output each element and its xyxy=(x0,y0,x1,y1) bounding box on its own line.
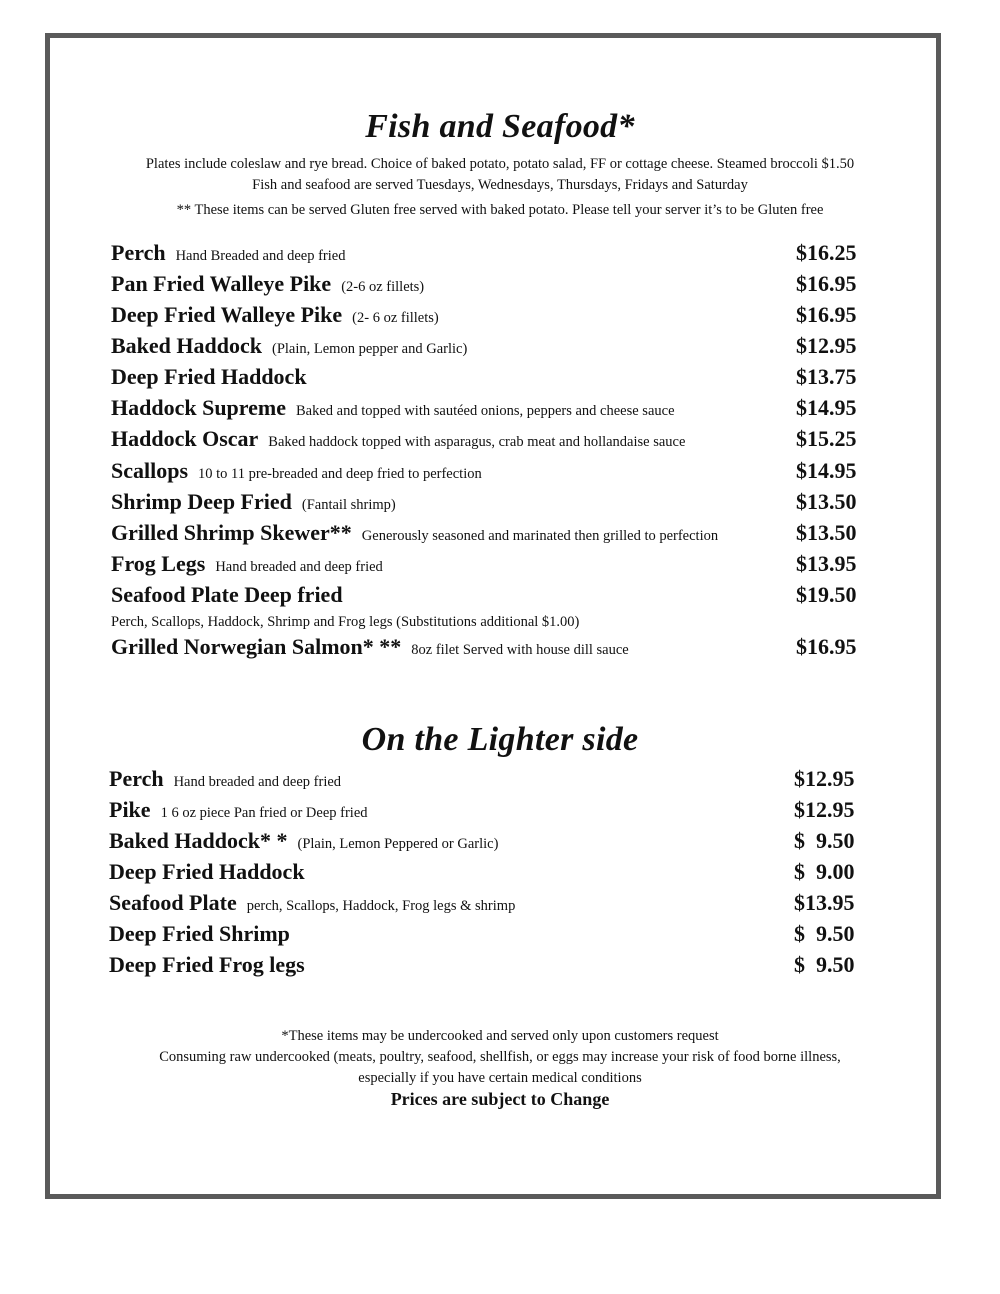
item-name: Baked Haddock* * xyxy=(109,828,288,853)
item-description: (Fantail shrimp) xyxy=(301,497,396,513)
item-description: Hand Breaded and deep fried xyxy=(175,248,346,264)
undercooked-disclaimer: *These items may be undercooked and served only upon customers request xyxy=(281,1028,719,1044)
menu-item-grilled-norwegian-salmon xyxy=(111,634,866,664)
seafood-plate-subnote: Perch, Scallops, Haddock, Shrimp and Frog legs (Substitutions additional $1.00) xyxy=(111,614,580,630)
item-name: Frog Legs xyxy=(111,551,206,576)
item-description: 8oz filet Served with house dill sauce xyxy=(411,642,629,658)
menu-item-pan-fried-walleye-pike xyxy=(111,271,866,301)
item-price: $12.95 xyxy=(794,766,855,791)
menu-item-seafood-plate-deep-fried xyxy=(111,582,866,612)
menu-item-deep-fried-walleye-pike xyxy=(111,302,866,332)
item-description: 10 to 11 pre-breaded and deep fried to perfection xyxy=(198,466,482,482)
light-item-perch xyxy=(109,766,864,796)
item-description: (2- 6 oz fillets) xyxy=(352,310,439,326)
item-price: $ 9.50 xyxy=(794,921,855,946)
item-price: $14.95 xyxy=(796,395,857,420)
item-price: $15.25 xyxy=(796,426,857,451)
menu-item-haddock-oscar xyxy=(111,426,866,456)
item-description: Hand breaded and deep fried xyxy=(173,774,342,790)
light-item-seafood-plate xyxy=(109,890,864,920)
menu-item-baked-haddock xyxy=(111,333,866,363)
item-price: $14.95 xyxy=(796,458,857,483)
item-name: Pike xyxy=(109,797,151,822)
item-description: Baked haddock topped with asparagus, crab meat and hollandaise sauce xyxy=(268,434,686,450)
item-name: Perch xyxy=(109,766,164,791)
item-price: $16.95 xyxy=(796,634,857,659)
item-name: Grilled Shrimp Skewer** xyxy=(111,520,352,545)
item-price: $ 9.50 xyxy=(794,952,855,977)
menu-item-frog-legs xyxy=(111,551,866,581)
item-name: Scallops xyxy=(111,458,189,483)
item-price: $16.95 xyxy=(796,271,857,296)
item-name: Baked Haddock xyxy=(111,333,262,358)
gluten-free-note: ** These items can be served Gluten free served with baked potato. Please tell your server it’s to be Gluten free xyxy=(176,202,824,218)
item-price: $13.75 xyxy=(796,364,857,389)
item-price: $16.95 xyxy=(796,302,857,327)
item-price: $12.95 xyxy=(796,333,857,358)
item-description: Hand breaded and deep fried xyxy=(215,559,383,575)
item-description: (Plain, Lemon pepper and Garlic) xyxy=(272,341,468,357)
item-name: Deep Fried Frog legs xyxy=(109,952,305,977)
item-price: $13.50 xyxy=(796,489,857,514)
light-item-pike xyxy=(109,797,864,827)
menu-item-scallops xyxy=(111,458,866,488)
item-name: Seafood Plate xyxy=(109,890,237,915)
section-title-fish-and-seafood: Fish and Seafood* xyxy=(365,108,635,145)
menu-item-perch xyxy=(111,240,866,270)
item-name: Haddock Supreme xyxy=(111,395,287,420)
item-name: Deep Fried Walleye Pike xyxy=(111,302,343,327)
section-title-on-the-lighter-side: On the Lighter side xyxy=(361,721,639,758)
menu-item-grilled-shrimp-skewer xyxy=(111,520,866,550)
item-name: Perch xyxy=(111,240,166,265)
menu-item-haddock-supreme xyxy=(111,395,866,425)
item-price: $ 9.00 xyxy=(794,859,855,884)
item-name: Grilled Norwegian Salmon* ** xyxy=(111,634,402,659)
light-item-deep-fried-shrimp xyxy=(109,921,864,951)
item-name: Seafood Plate Deep fried xyxy=(111,582,343,607)
item-description: Generously seasoned and marinated then grilled to perfection xyxy=(361,528,719,544)
item-name: Shrimp Deep Fried xyxy=(111,489,292,514)
item-price: $16.25 xyxy=(796,240,857,265)
item-price: $19.50 xyxy=(796,582,857,607)
light-item-baked-haddock xyxy=(109,828,864,858)
menu-item-shrimp-deep-fried xyxy=(111,489,866,519)
plates-include-note: Plates include coleslaw and rye bread. Choice of baked potato, potato salad, FF or cottage cheese. Steamed broccoli $1.50 xyxy=(145,156,855,172)
item-price: $13.95 xyxy=(794,890,855,915)
item-description: 1 6 oz piece Pan fried or Deep fried xyxy=(160,805,368,821)
health-warning-line2: especially if you have certain medical conditions xyxy=(358,1070,642,1086)
item-name: Deep Fried Shrimp xyxy=(109,921,290,946)
prices-subject-to-change: Prices are subject to Change xyxy=(390,1089,610,1109)
item-price: $ 9.50 xyxy=(794,828,855,853)
item-name: Haddock Oscar xyxy=(111,426,259,451)
item-price: $13.50 xyxy=(796,520,857,545)
item-price: $12.95 xyxy=(794,797,855,822)
serving-days-note: Fish and seafood are served Tuesdays, Wednesdays, Thursdays, Fridays and Saturday xyxy=(252,177,748,193)
light-item-deep-fried-frog-legs xyxy=(109,952,864,982)
item-price: $13.95 xyxy=(796,551,857,576)
item-name: Deep Fried Haddock xyxy=(109,859,305,884)
item-description: (2-6 oz fillets) xyxy=(341,279,425,295)
menu-item-deep-fried-haddock xyxy=(111,364,866,394)
item-description: (Plain, Lemon Peppered or Garlic) xyxy=(297,836,499,852)
light-item-deep-fried-haddock xyxy=(109,859,864,889)
health-warning-line1: Consuming raw undercooked (meats, poultry, seafood, shellfish, or eggs may increase your risk of food borne illness, xyxy=(159,1049,841,1065)
item-name: Pan Fried Walleye Pike xyxy=(111,271,332,296)
item-name: Deep Fried Haddock xyxy=(111,364,307,389)
item-description: perch, Scallops, Haddock, Frog legs & shrimp xyxy=(246,898,516,914)
item-description: Baked and topped with sautéed onions, peppers and cheese sauce xyxy=(296,403,675,419)
